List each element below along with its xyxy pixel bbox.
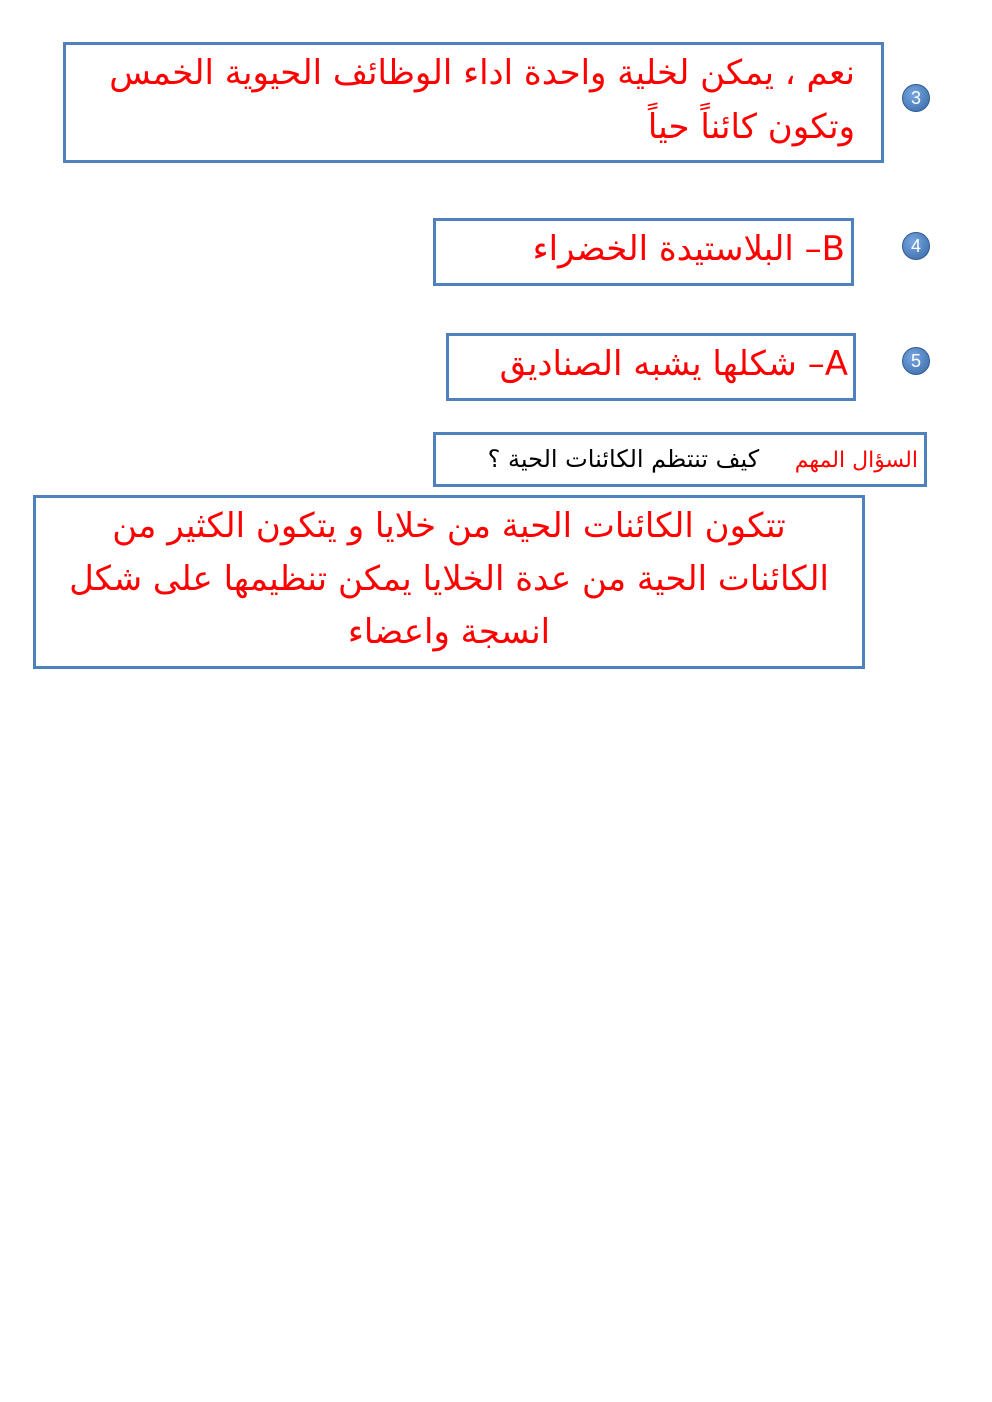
answer-text-4 bbox=[445, 222, 845, 276]
question-number-5: 5 bbox=[902, 347, 930, 375]
answer-dash-5: – bbox=[807, 344, 825, 384]
essential-question bbox=[440, 437, 918, 483]
answer-letter-5: A bbox=[824, 344, 848, 384]
essential-question-label: السؤال المهم bbox=[794, 448, 918, 473]
answer-text-3: نعم ، يمكن لخلية واحدة اداء الوظائف الحيوية الخمس وتكون كائناً حياً bbox=[109, 53, 855, 147]
essential-answer-text: تتكون الكائنات الحية من خلايا و يتكون الكثير من الكائنات الحية من عدة الخلايا يمكن تنظيمها على شكل انسجة واعضاء bbox=[69, 506, 829, 652]
question-number-3: 3 bbox=[902, 84, 930, 112]
answer-dash-4: – bbox=[804, 229, 822, 269]
answer-letter-4: B bbox=[821, 229, 845, 269]
answer-label-4: البلاستيدة الخضراء bbox=[532, 229, 794, 269]
essential-question-text: كيف تنتظم الكائنات الحية ؟ bbox=[487, 445, 760, 473]
question-number-4: 4 bbox=[902, 232, 930, 260]
answer-label-5: شكلها يشبه الصناديق bbox=[499, 344, 797, 384]
answer-text-5 bbox=[456, 337, 848, 391]
